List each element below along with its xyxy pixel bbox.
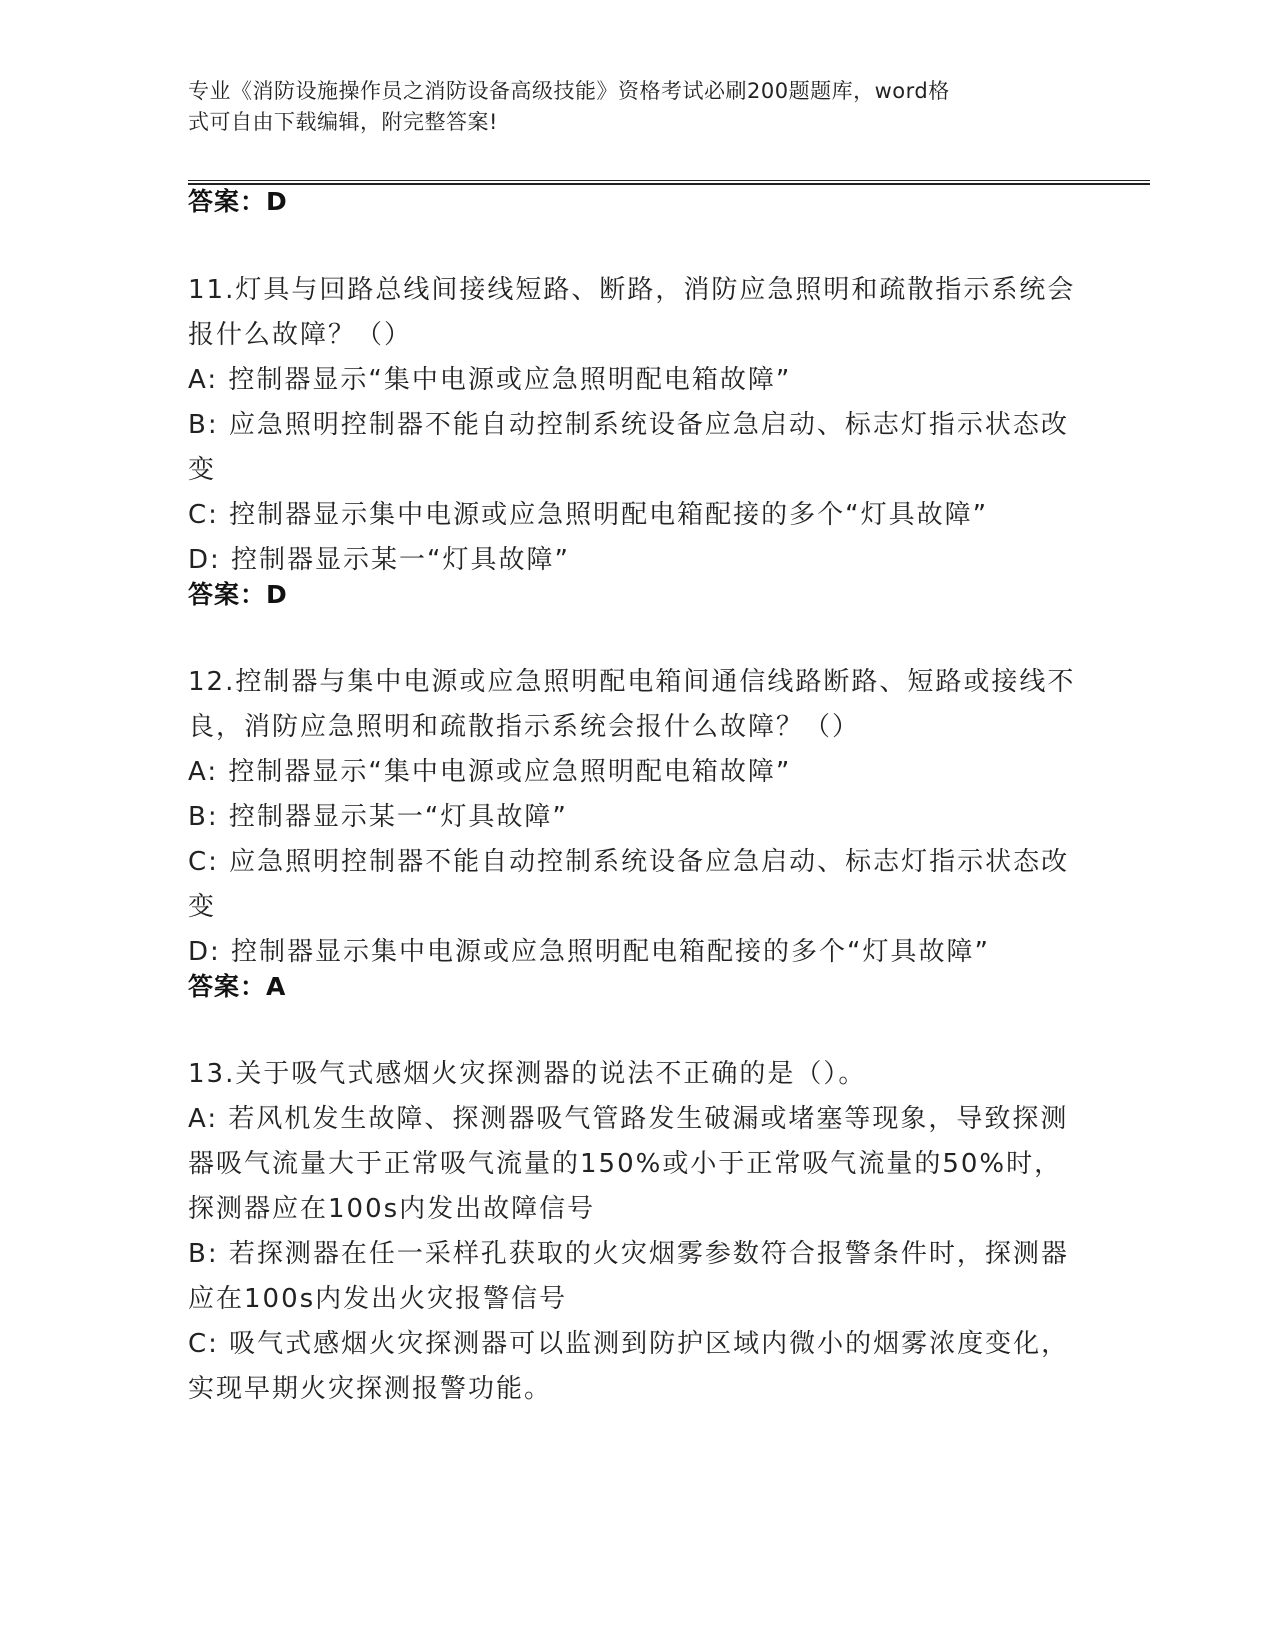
header-divider-thin xyxy=(188,180,1150,181)
option-c: C: 应急照明控制器不能自动控制系统设备应急启动、标志灯指示状态改变 xyxy=(188,847,1070,922)
option-c: C: 控制器显示集中电源或应急照明配电箱配接的多个“灯具故障” xyxy=(188,500,989,530)
answer-q11: 答案：D xyxy=(188,580,288,609)
question-stem: 11.灯具与回路总线间接线短路、断路，消防应急照明和疏散指示系统会报什么故障？（） xyxy=(188,275,1076,350)
option-b: B: 若探测器在任一采样孔获取的火灾烟雾参数符合报警条件时，探测器应在100s内发出火灾报警信号 xyxy=(188,1239,1069,1314)
answer-q10: 答案：D xyxy=(188,187,288,216)
document-header xyxy=(188,76,1068,138)
option-b: B: 控制器显示某一“灯具故障” xyxy=(188,802,568,832)
question-stem: 12.控制器与集中电源或应急照明配电箱间通信线路断路、短路或接线不良，消防应急照明和疏散指示系统会报什么故障？（） xyxy=(188,667,1076,742)
header-line-2: 式可自由下载编辑，附完整答案! xyxy=(188,110,498,134)
option-b: B: 应急照明控制器不能自动控制系统设备应急启动、标志灯指示状态改变 xyxy=(188,410,1069,485)
question-12 xyxy=(188,660,1083,975)
option-a: A: 若风机发生故障、探测器吸气管路发生破漏或堵塞等现象，导致探测器吸气流量大于正常吸气流量的150%或小于正常吸气流量的50%时，探测器应在100s内发出故障信号 xyxy=(188,1104,1069,1224)
answer-q12: 答案：A xyxy=(188,972,287,1001)
header-divider-thick xyxy=(188,183,1150,185)
question-13 xyxy=(188,1052,1083,1412)
question-11 xyxy=(188,268,1083,583)
option-d: D: 控制器显示集中电源或应急照明配电箱配接的多个“灯具故障” xyxy=(188,937,990,967)
option-c: C: 吸气式感烟火灾探测器可以监测到防护区域内微小的烟雾浓度变化，实现早期火灾探测报警功能。 xyxy=(188,1329,1070,1404)
question-stem: 13.关于吸气式感烟火灾探测器的说法不正确的是（）。 xyxy=(188,1059,867,1089)
option-a: A: 控制器显示“集中电源或应急照明配电箱故障” xyxy=(188,757,792,787)
option-d: D: 控制器显示某一“灯具故障” xyxy=(188,545,570,575)
header-line-1: 专业《消防设施操作员之消防设备高级技能》资格考试必刷200题题库，word格 xyxy=(188,79,950,103)
option-a: A: 控制器显示“集中电源或应急照明配电箱故障” xyxy=(188,365,792,395)
